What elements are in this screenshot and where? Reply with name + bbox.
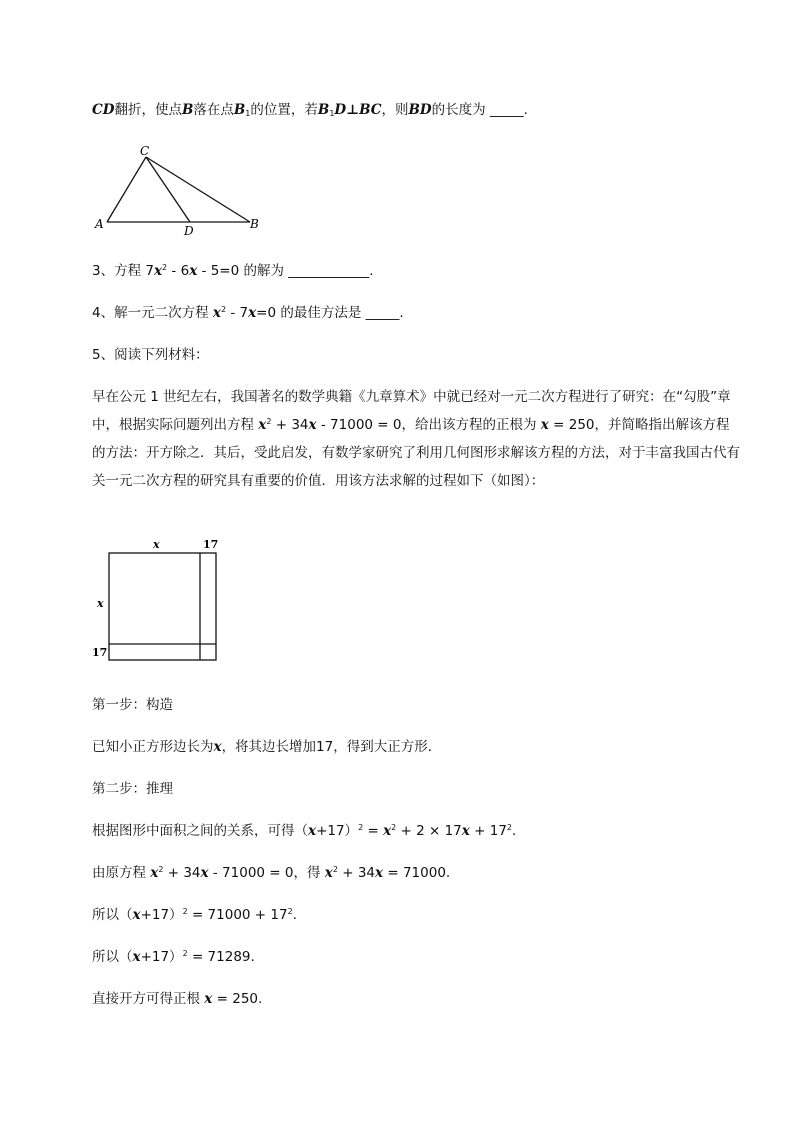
segment-cd: CD bbox=[92, 102, 115, 118]
reasoning-line-1: 根据图形中面积之间的关系，可得$(x+17)^2 = x^2 + 2 \times 17x + 17^2$. bbox=[92, 823, 517, 839]
triangle-figure bbox=[90, 140, 270, 240]
step-2-title: 第二步：推理 bbox=[92, 781, 173, 797]
reasoning-line-5: 直接开方可得正根 x = 250. bbox=[92, 991, 263, 1007]
label-d: D bbox=[184, 224, 194, 238]
reading-material: 早在公元 1 世纪左右，我国著名的数学典籍《九章算术》中就已经对一元二次方程进行了研究：在“勾股”章中，根据实际问题列出方程 $x^2 + 34x - 71000 = 0$，给出该方程的正根为 x = 250，并简略指出解该方程的方法：开方除之．其后，受此启发，有数学家研究了利用几何图形求解该方程的方法，对于丰富我国古代有关一元二次方程的研究具有重要的价值．用该方法求解的过程如下（如图）： bbox=[92, 389, 740, 489]
label-a: A bbox=[95, 217, 104, 231]
question-2-text: CD翻折，使点B落在点$B_1$的位置，若$B_1D\perp BC$，则BD的长度为 _____. bbox=[92, 102, 528, 118]
label-top-17: 17 bbox=[203, 538, 219, 551]
question-3: 3、方程 $7x^2 - 6x - 5=0$ 的解为 ____________. bbox=[92, 263, 374, 279]
label-b: B bbox=[250, 217, 259, 231]
reasoning-line-4: 所以$(x+17)^2 = 71289$. bbox=[92, 949, 255, 965]
label-left-x: x bbox=[97, 597, 104, 610]
answer-blank: 的长度为 _____. bbox=[431, 102, 528, 118]
label-top-x: x bbox=[153, 538, 160, 551]
label-c: C bbox=[140, 144, 150, 158]
side-ac bbox=[107, 157, 146, 222]
side-cb bbox=[146, 157, 250, 222]
step-1-text: 已知小正方形边长为x，将其边长增加17，得到大正方形． bbox=[92, 739, 442, 755]
square-figure bbox=[90, 535, 230, 665]
segment-cd-line bbox=[146, 157, 190, 222]
question-4: 4、解一元二次方程 $x^2 - 7x=0$ 的最佳方法是 _____. bbox=[92, 305, 404, 321]
question-5-title: 5、阅读下列材料： bbox=[92, 347, 209, 363]
step-1-title: 第一步：构造 bbox=[92, 697, 173, 713]
label-left-17: 17 bbox=[92, 646, 108, 659]
reasoning-line-3: 所以$(x+17)^2 = 71000 + 17^2$. bbox=[92, 907, 297, 923]
reasoning-line-2: 由原方程 $x^2 + 34x - 71000 = 0$，得 $x^2 + 34x = 71000$. bbox=[92, 865, 451, 881]
